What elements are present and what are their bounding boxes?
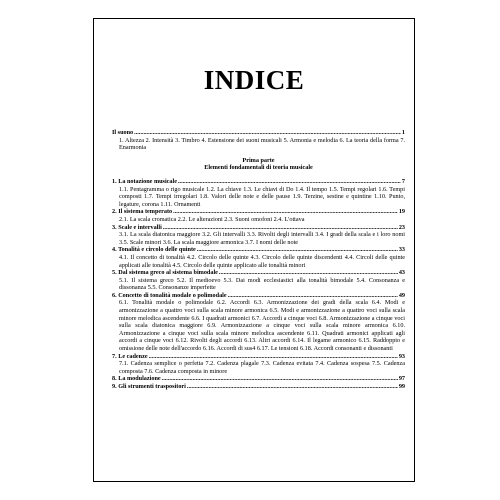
- toc-entry-page: 7: [401, 177, 405, 185]
- dot-leader: [163, 224, 398, 232]
- dot-leader: [219, 269, 398, 277]
- table-of-contents: [112, 129, 405, 391]
- toc-entry-body: 3.1. La scala diatonica maggiore 3.2. Gli intervalli 3.3. Rivolti degli intervalli 3.4. I gradi della scala e i loro nomi 3.5. Scale minori 3.6. La scala maggiore armonica 3.7. I nomi delle note: [119, 231, 405, 246]
- toc-entry-label: 6. Concetto di tonalità modale o polimodale: [112, 291, 227, 299]
- toc-entry: [112, 208, 405, 223]
- toc-entry-page: 19: [398, 208, 405, 216]
- toc-entry-page: 97: [398, 375, 405, 383]
- toc-entry: [112, 375, 405, 383]
- toc-entry-body: 5.1. Il sistema greco 5.2. Il medioevo 5.3. Dai modi ecclesiastici alla tonalità bimodale 5.4. Consonanza e dissonanza 5.5. Consonanze imperfette: [119, 276, 405, 292]
- toc-entry: [112, 178, 405, 208]
- dot-leader: [178, 178, 401, 186]
- toc-entry-head: [112, 246, 405, 254]
- toc-entry-page: 43: [398, 269, 405, 277]
- toc-entry-label: 1. La notazione musicale: [112, 177, 177, 185]
- toc-entry-body: 7.1. Cadenza semplice o perfetta 7.2. Cadenza plagale 7.3. Cadenza evitata 7.4. Cadenza sospesa 7.5. Cadenza composta 7.6. Cadenza composta in minore: [119, 360, 405, 375]
- dot-leader: [197, 246, 398, 254]
- toc-entry-label: 2. Il sistema temperato: [112, 208, 173, 216]
- toc-entry-page: 99: [398, 383, 405, 390]
- dot-leader: [173, 208, 398, 216]
- toc-entry-body: 2.1. La scala cromatica 2.2. Le alterazioni 2.3. Suoni omofoni 2.4. L'ottava: [119, 215, 305, 223]
- dot-leader: [134, 129, 401, 137]
- toc-entry-intro: [112, 129, 405, 152]
- page-title: INDICE: [203, 65, 305, 95]
- dot-leader: [162, 375, 398, 383]
- toc-entry-label: 8. La modulazione: [112, 375, 161, 383]
- toc-entry-body: 6.1. Tonalità modale o polimodale 6.2. Accordi 6.3. Armonizzazione dei gradi della scala 6.4. Modi e armonizzazione a quattro voci sulla scala minore armonica 6.5. Modi e armonizzazione a quattro voci sulla scala minore melodica ascendente 6.6. I quadrati armonici 6.7. Accordi a cinque voci 6.8. Armonizzazione a cinque voci sulla scala diatonica maggiore 6.9. Armonizzazione a cinque voci sulla scala minore armonica 6.10. Armonizzazione a cinque voci sulla scala minore melodica ascendente 6.11. Quadrati armonici applicati agli accordi a cinque voci 6.12. Rivolti degli accordi 6.13. Altri accordi 6.14. Il legame armonico 6.15. Raddoppio e omissione delle note dell'accordo 6.16. Accordi di sus4 6.17. Le tensioni 6.18. Accordi consonanti e dissonanti: [119, 299, 405, 353]
- toc-entry-body: 1. Altezza 2. Intensità 3. Timbro 4. Estensione dei suoni musicali 5. Armonia e melodia 6. La teoria della forma 7. Enarmonia: [119, 136, 405, 152]
- part-title: Prima parte: [242, 156, 275, 164]
- toc-entry-head: [112, 224, 405, 232]
- toc-entry-label: 5. Dal sistema greco al sistema bimodale: [112, 269, 218, 277]
- toc-entry: [112, 383, 405, 391]
- toc-entry-label: 3. Scale e intervalli: [112, 223, 162, 231]
- toc-entry-head: [112, 375, 405, 383]
- toc-entry-head: [112, 208, 405, 216]
- toc-entry-head: [112, 292, 405, 300]
- toc-entry-label: Il suono: [112, 129, 134, 136]
- toc-entry: [112, 292, 405, 353]
- toc-entry: [112, 246, 405, 269]
- toc-entry-page: 23: [398, 223, 405, 231]
- toc-entry-page: 33: [398, 246, 405, 254]
- toc-entry-head: [112, 178, 405, 186]
- toc-entry-label: 7. Le cadenze: [112, 352, 148, 360]
- dot-leader: [228, 292, 398, 300]
- book-page: [93, 18, 415, 482]
- toc-entry-label: 9. Gli strumenti traspositori: [112, 383, 186, 390]
- toc-entry: [112, 353, 405, 376]
- toc-entry-head: [112, 269, 405, 277]
- toc-entry-body: 4.1. Il concetto di tonalità 4.2. Circolo delle quinte 4.3. Circolo delle quinte discendenti 4.4. Circoli delle quinte applicati alle tonalità 4.5. Circolo delle quinte applicato alle tonalità minori: [119, 253, 405, 269]
- toc-entry-page: 93: [398, 352, 405, 360]
- toc-entry: [112, 269, 405, 292]
- part-subtitle: Elementi fondamentali di teoria musicale: [204, 164, 313, 172]
- dot-leader: [149, 353, 398, 361]
- toc-entry-head: [112, 353, 405, 361]
- toc-entries: [112, 178, 405, 391]
- toc-entry-label: 4. Tonalità e circolo delle quinte: [112, 246, 196, 254]
- toc-entry-head: [112, 129, 405, 137]
- toc-entry-body: 1.1. Pentagramma o rigo musicale 1.2. La chiave 1.3. Le chiavi di Do 1.4. Il tempo 1.5. Tempi regolari 1.6. Tempi composti 1.7. Tempi irregolari 1.8. Valori delle note e delle pause 1.9. Terzine, sestine e quintine 1.10. Punto, legature, corona 1.11. Ornamenti: [119, 185, 405, 208]
- dot-leader: [187, 383, 398, 391]
- toc-entry-head: [112, 383, 405, 391]
- toc-entry-page: 49: [398, 291, 405, 299]
- toc-entry-page: 1: [401, 129, 405, 136]
- toc-entry: [112, 224, 405, 247]
- part-heading: [112, 157, 405, 172]
